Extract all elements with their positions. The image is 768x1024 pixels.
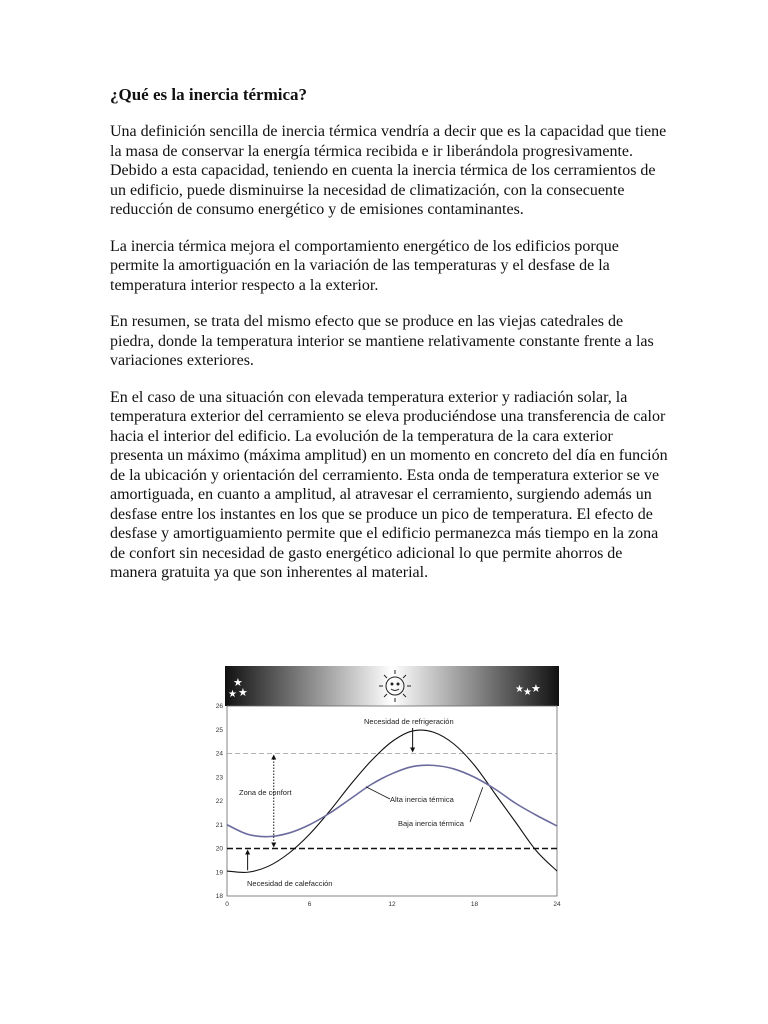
paragraph-4: En el caso de una situación con elevada temperatura exterior y radiación solar, la temperatura exterior del cerramiento se eleva produciéndose una transferencia de calor hacia el interior del edificio. La evolución de la temperatura de la cara exterior presenta un máximo (máxima amplitud) en un momento en concreto del día en función de la ubicación y orientación del cerramiento. Esta onda de temperatura exterior se ve amortiguada, en cuanto a amplitud, al atravesar el cerramiento, surgiendo además un desfase entre los instantes en los que se produce un pico de temperatura. El efecto de desfase y amortiguamiento permite que el edificio permanezca más tiempo en la zona de confort sin necesidad de gasto energético adicional lo que permite ahorros de manera gratuita ya que son inherentes al material. bbox=[110, 388, 668, 581]
x-tick-label: 24 bbox=[553, 901, 561, 908]
x-tick-label: 0 bbox=[225, 901, 229, 908]
low-inertia-pointer bbox=[470, 787, 483, 822]
x-axis bbox=[225, 901, 561, 908]
y-tick-label: 25 bbox=[215, 726, 223, 734]
y-tick-label: 19 bbox=[215, 869, 223, 877]
svg-text:★: ★ bbox=[515, 684, 524, 695]
x-tick-label: 12 bbox=[388, 901, 396, 908]
thermal-inertia-chart bbox=[205, 664, 561, 914]
low-inertia-label: Baja inercia térmica bbox=[398, 819, 464, 828]
document-title: ¿Qué es la inercia térmica? bbox=[110, 85, 308, 104]
x-tick-label: 6 bbox=[307, 901, 312, 908]
heating-label: Necesidad de calefacción bbox=[247, 879, 333, 888]
comfort-arrowhead-top bbox=[271, 755, 276, 760]
svg-text:★: ★ bbox=[228, 689, 237, 700]
x-tick-label: 18 bbox=[470, 901, 479, 908]
y-axis bbox=[216, 703, 224, 900]
paragraph-3: En resumen, se trata del mismo efecto que se produce en las viejas catedrales de piedra, donde la temperatura interior se mantiene relativamente constante frente a las variaciones exteriores. bbox=[110, 313, 654, 369]
high-inertia-label: Alta inercia térmica bbox=[390, 795, 454, 804]
comfort-arrowhead-bottom bbox=[271, 843, 276, 848]
y-tick-label: 21 bbox=[215, 821, 223, 829]
y-tick-label: 23 bbox=[215, 774, 223, 782]
heating-arrowhead bbox=[245, 850, 250, 855]
cooling-label: Necesidad de refrigeración bbox=[364, 717, 454, 726]
paragraph-2: La inercia térmica mejora el comportamiento energético de los edificios porque permite la amortiguación en la variación de las temperaturas y el desfase de la temperatura interior respecto a la exterior. bbox=[110, 237, 619, 294]
svg-text:★: ★ bbox=[238, 687, 248, 699]
high-inertia-pointer bbox=[366, 787, 390, 799]
svg-text:★: ★ bbox=[233, 677, 243, 689]
thermal-inertia-figure bbox=[205, 664, 561, 914]
paragraph-1: Una definición sencilla de inercia térmica vendría a decir que es la capacidad que tiene la masa de conservar la energía térmica recibida e ir liberándola progresivamente. Debido a esta capacidad, teniendo en cuenta la inercia térmica de los cerramientos de un edificio, puede disminuirse la necesidad de climatización, con la consecuente reducción de consumo energético y de emisiones contaminantes. bbox=[110, 123, 667, 218]
svg-text:★: ★ bbox=[523, 687, 532, 698]
y-tick-label: 24 bbox=[215, 750, 223, 758]
svg-text:★: ★ bbox=[531, 683, 541, 695]
y-tick-label: 26 bbox=[215, 703, 223, 710]
comfort-label: Zona de confort bbox=[239, 788, 292, 797]
cooling-arrowhead bbox=[410, 748, 415, 753]
document-page bbox=[110, 84, 670, 600]
y-tick-label: 18 bbox=[215, 893, 223, 900]
y-tick-label: 20 bbox=[215, 845, 223, 853]
day-night-banner bbox=[225, 666, 559, 706]
y-tick-label: 22 bbox=[215, 798, 223, 805]
